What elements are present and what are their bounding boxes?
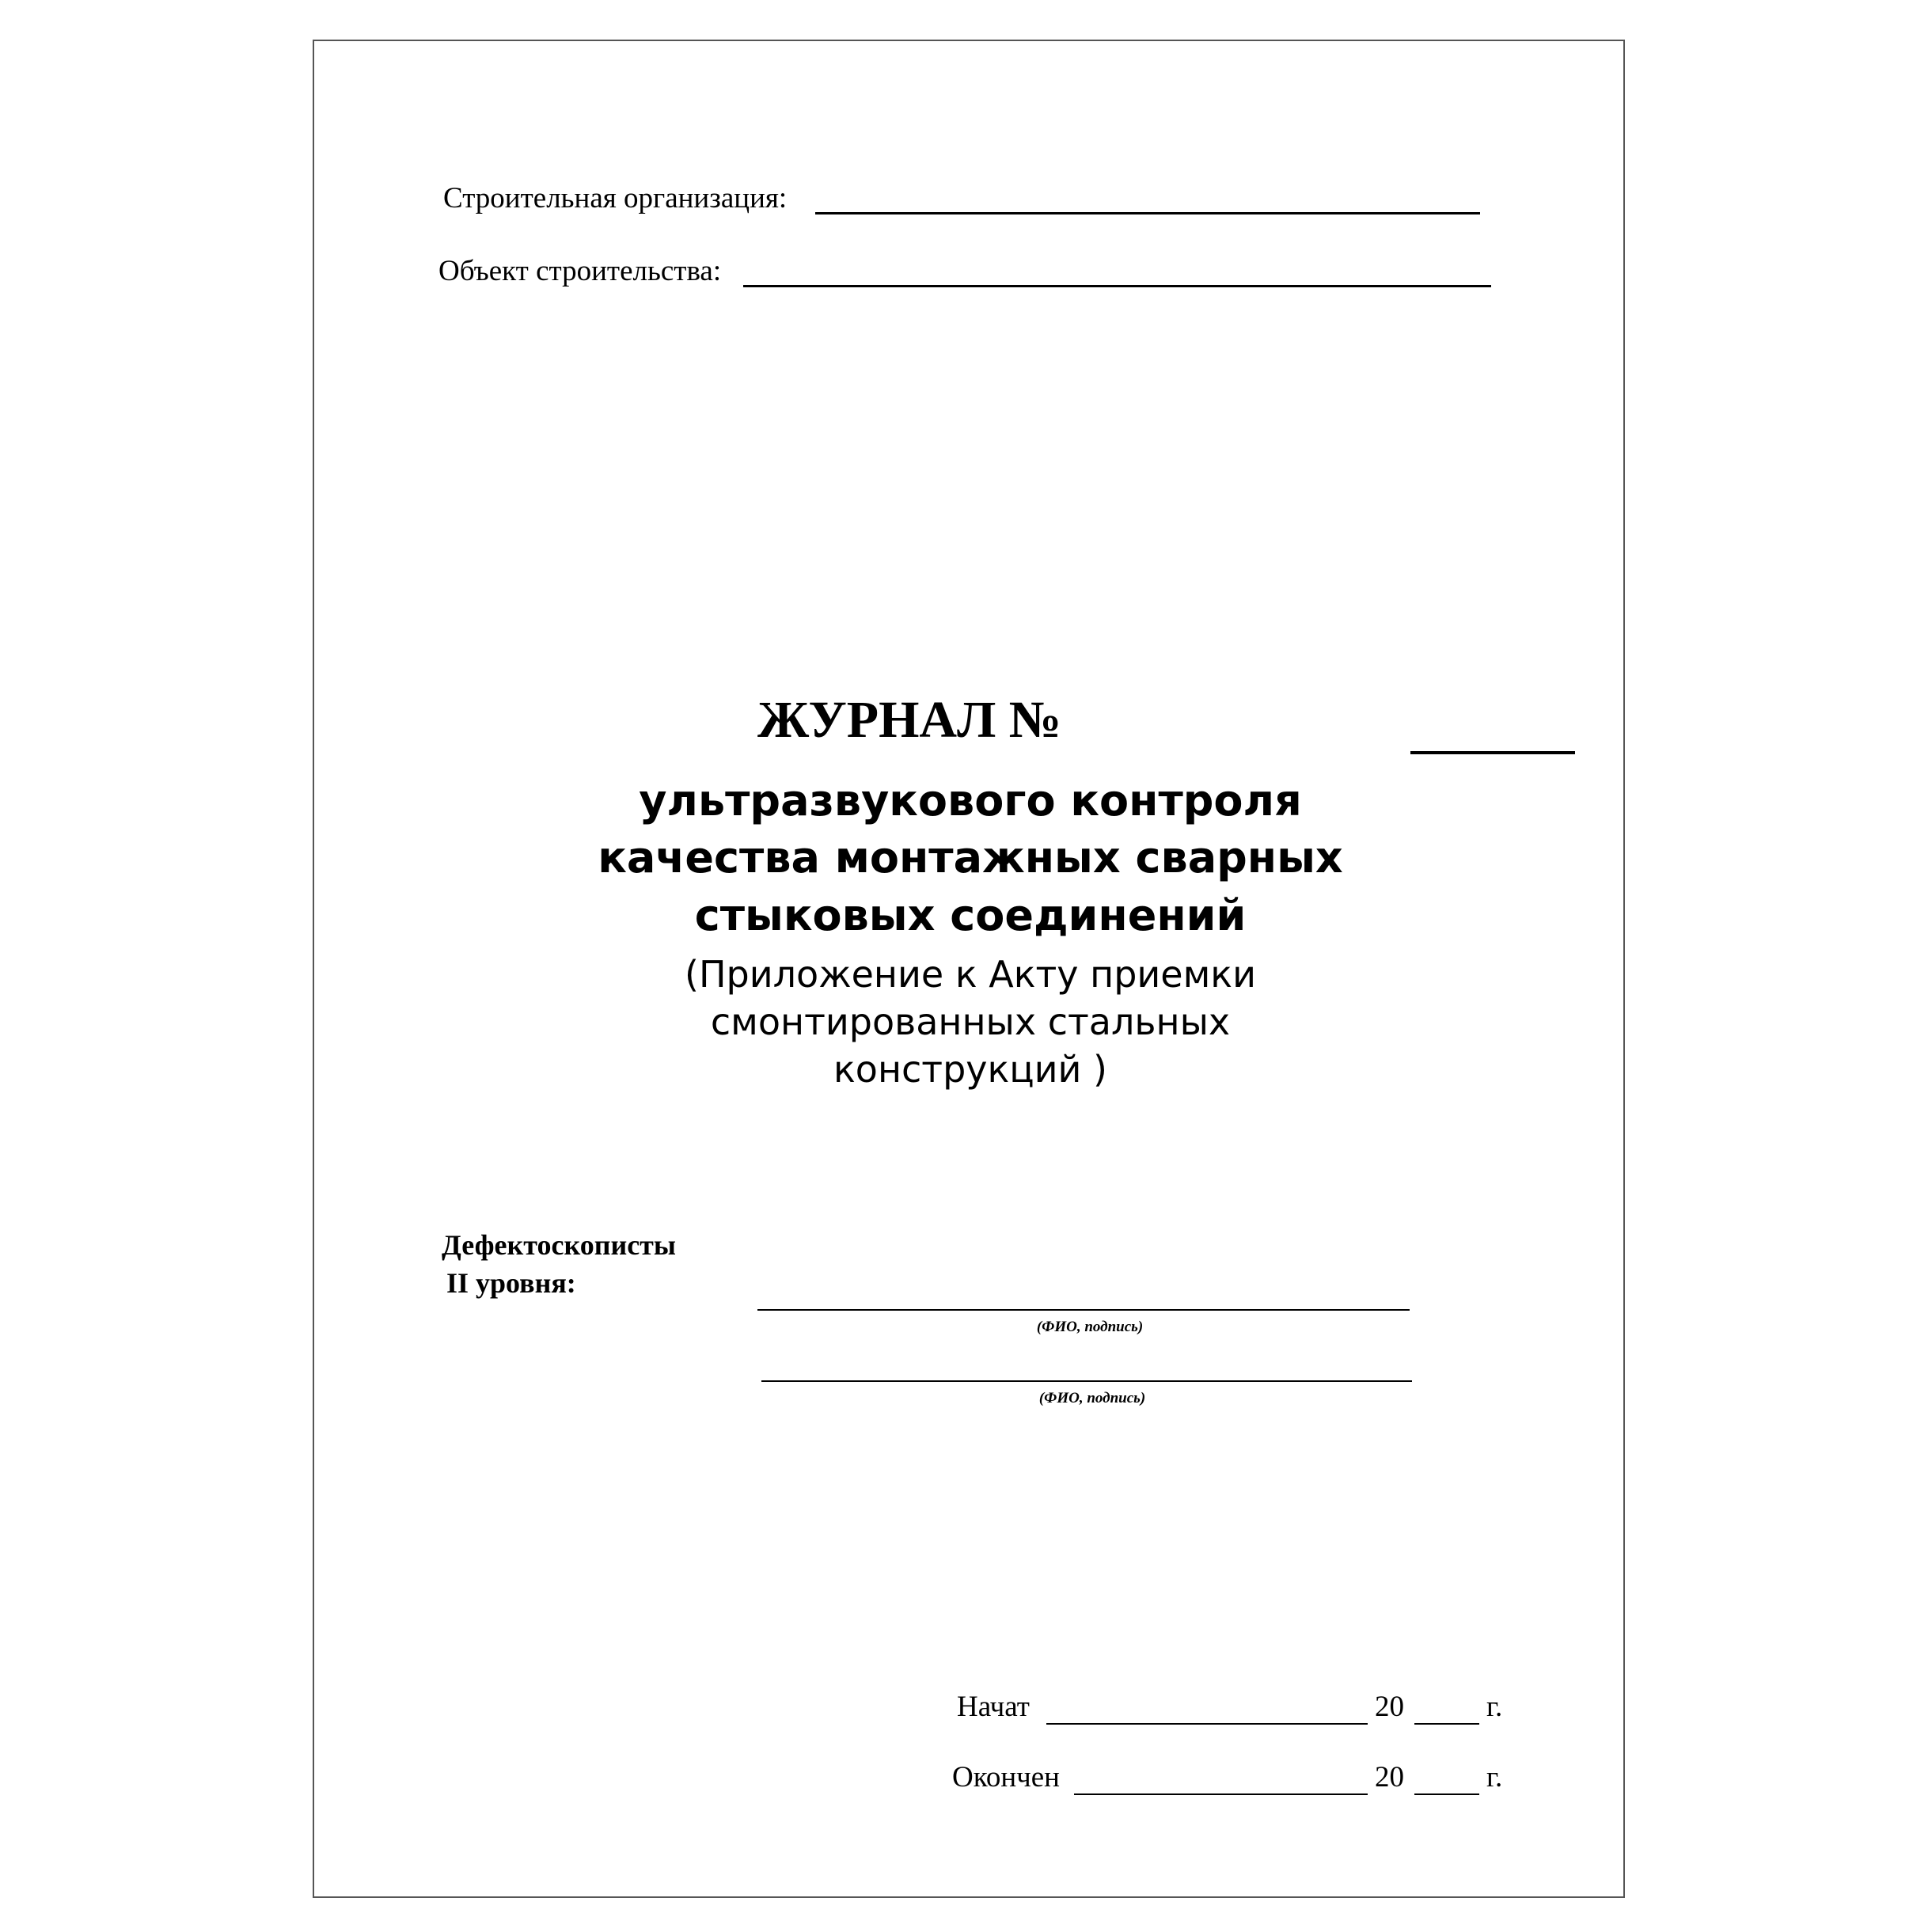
subtitle-line-2: качества монтажных сварных xyxy=(598,833,1343,882)
started-year-line[interactable] xyxy=(1414,1723,1479,1725)
ended-label: Окончен xyxy=(952,1761,1060,1793)
started-year-suffix: г. xyxy=(1486,1691,1503,1723)
organization-field xyxy=(443,184,1425,223)
signature-caption-1: (ФИО, подпись) xyxy=(1036,1319,1144,1335)
ended-date-line[interactable] xyxy=(1074,1793,1368,1795)
appendix-line-2: смонтированных стальных xyxy=(710,1000,1231,1043)
organization-label: Строительная организация: xyxy=(443,182,788,214)
appendix-line-1: (Приложение к Акту приемки xyxy=(685,953,1256,996)
subtitle-line-3: стыковых соединений xyxy=(694,890,1247,940)
object-label: Объект строительства: xyxy=(438,255,722,287)
object-input-line[interactable] xyxy=(743,285,1491,287)
signature-line-2[interactable] xyxy=(761,1380,1412,1382)
signature-caption-2: (ФИО, подпись) xyxy=(1038,1390,1146,1406)
journal-title: ЖУРНАЛ № xyxy=(757,691,1062,749)
appendix-line-3: конструкций ) xyxy=(833,1048,1107,1091)
signature-line-1[interactable] xyxy=(757,1309,1410,1311)
ended-year-line[interactable] xyxy=(1414,1793,1479,1795)
started-year-prefix: 20 xyxy=(1375,1691,1404,1723)
journal-cover-page xyxy=(313,40,1625,1898)
started-date-line[interactable] xyxy=(1046,1723,1368,1725)
ended-year-suffix: г. xyxy=(1486,1761,1503,1793)
object-field xyxy=(438,256,1428,296)
ended-year-prefix: 20 xyxy=(1375,1761,1404,1793)
subtitle-line-1: ультразвукового контроля xyxy=(639,776,1302,826)
inspectors-label-line-2: II уровня: xyxy=(446,1267,576,1299)
started-label: Начат xyxy=(957,1691,1030,1723)
journal-number-line[interactable] xyxy=(1410,751,1575,754)
organization-input-line[interactable] xyxy=(815,212,1480,214)
inspectors-label-line-1: Дефектоскописты xyxy=(442,1229,676,1261)
